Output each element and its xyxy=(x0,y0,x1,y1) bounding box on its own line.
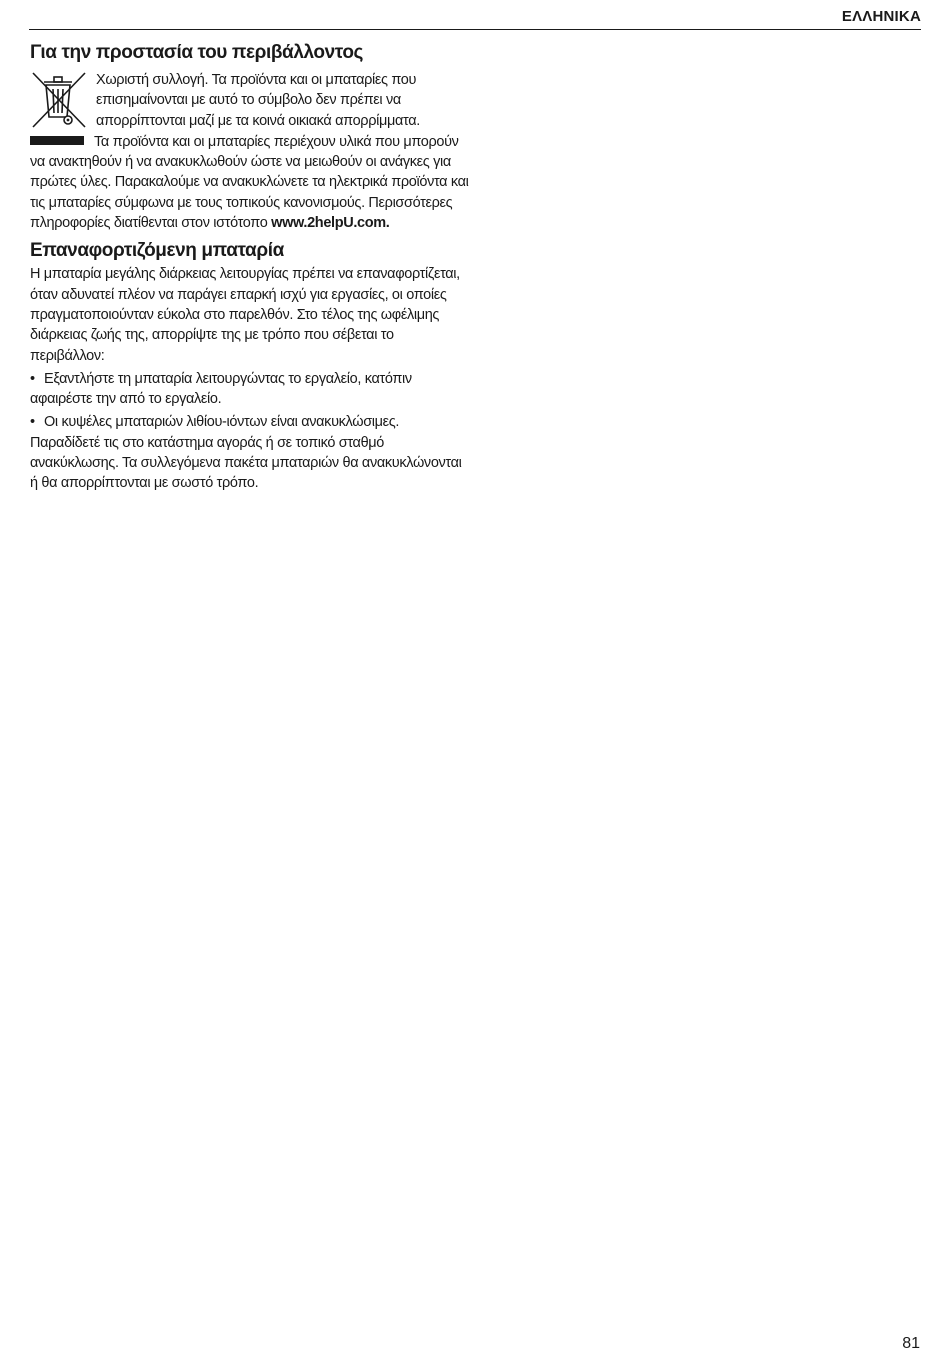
bullet-icon: • xyxy=(30,370,35,387)
recycle-text: Τα προϊόντα και οι μπαταρίες περιέχουν υλικά που μπορούν να ανακτηθούν ή να ανακυκλωθούν ώστε να μειωθούν οι ανάγκες για πρώτες ύλες. Παρακαλούμε να ανακυκλώνετε τα ηλεκτρικά προϊόντα και τις μπαταρίες σύμφωνα με τους τοπικούς κανονισμούς. Περισσότερες πληροφορίες διατίθενται στον ιστότοπο xyxy=(30,133,469,232)
header-divider xyxy=(29,29,921,30)
bullet-text: Εξαντλήστε τη μπαταρία λειτουργώντας το εργαλείο, κατόπιν αφαιρέστε την από το εργαλείο. xyxy=(30,370,412,408)
recycle-paragraph xyxy=(30,132,470,233)
list-item xyxy=(30,412,470,493)
page-number: 81 xyxy=(902,1335,920,1352)
bullet-text: Οι κυψέλες μπαταριών λιθίου-ιόντων είναι ανακυκλώσιμες. Παραδίδετέ τις στο κατάστημα αγοράς ή σε τοπικό σταθμό ανακύκλωσης. Τα συλλεγόμενα πακέτα μπαταριών θα ανακυκλώνονται ή θα απορρίπτονται με σωστό τρόπο. xyxy=(30,414,462,492)
battery-intro: Η μπαταρία μεγάλης διάρκειας λειτουργίας πρέπει να επαναφορτίζεται, όταν αδυνατεί πλέον να παράγει επαρκή ισχύ για εργασίες, οι οποίες πραγματοποιούνταν εύκολα στο παρελθόν. Στο τέλος της ωφέλιμης διάρκειας ζωής της, απορρίψτε της με τρόπο που σέβεται το περιβάλλον: xyxy=(30,266,460,364)
list-item xyxy=(30,369,470,410)
bullet-icon: • xyxy=(30,414,35,431)
separate-collection-bar xyxy=(30,136,84,145)
separate-collection-text: Χωριστή συλλογή. Τα προϊόντα και οι μπαταρίες που επισημαίνονται με αυτό το σύμβολο δεν πρέπει να απορρίπτονται μαζί με τα κοινά οικιακά απορρίμματα. xyxy=(96,72,420,129)
battery-section xyxy=(30,238,470,493)
page-content xyxy=(30,40,470,494)
language-label: ΕΛΛΗΝΙΚΑ xyxy=(841,8,921,25)
crossed-out-wheelie-bin-icon xyxy=(30,70,88,130)
separate-collection-block xyxy=(30,70,470,131)
environment-heading: Για την προστασία του περιβάλλοντος xyxy=(30,42,364,63)
battery-heading: Επαναφορτιζόμενη μπαταρία xyxy=(30,240,284,262)
website-link[interactable]: www.2helpU.com. xyxy=(271,215,390,232)
